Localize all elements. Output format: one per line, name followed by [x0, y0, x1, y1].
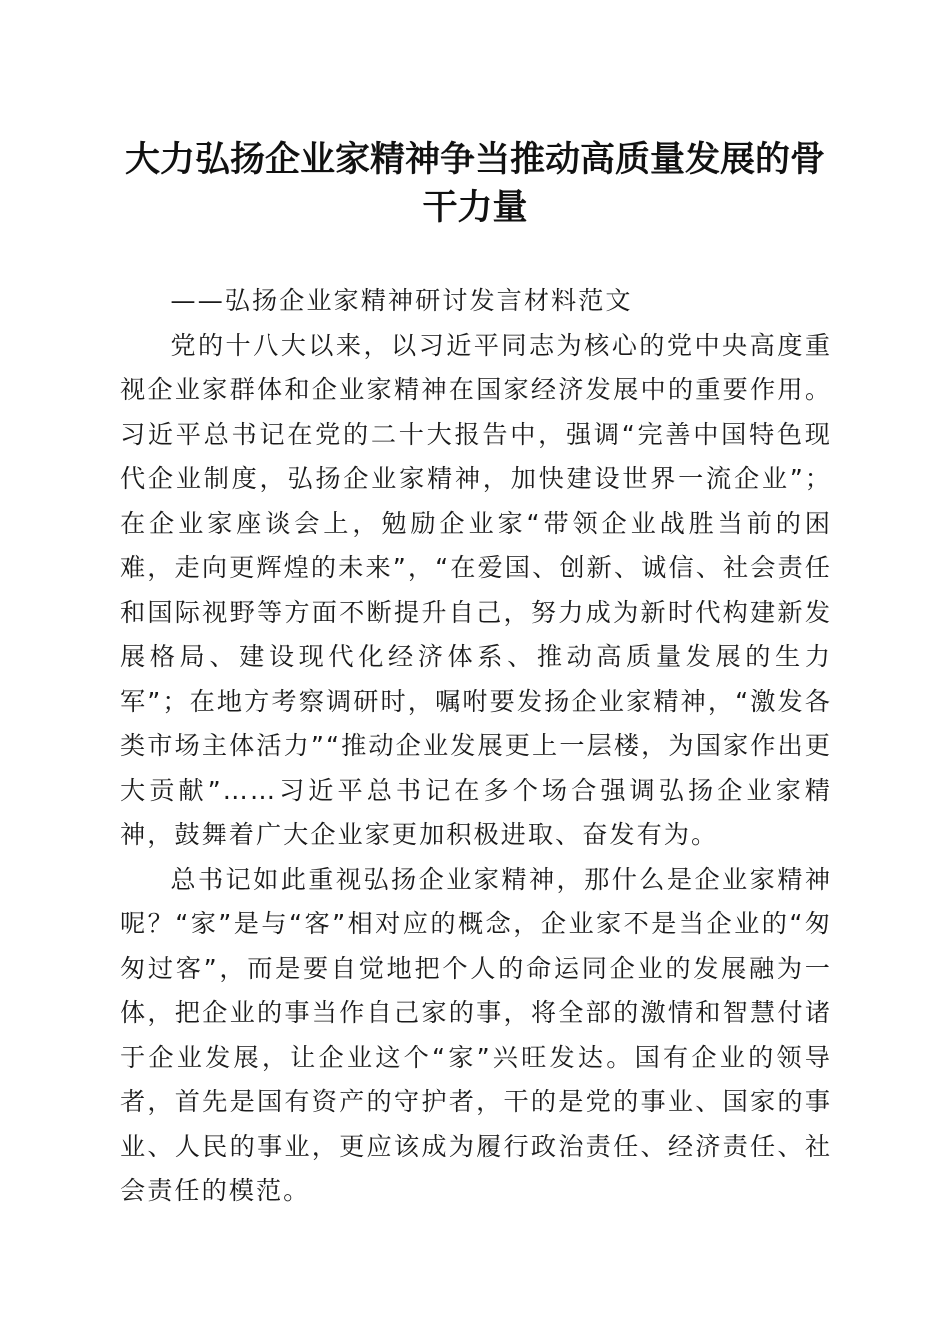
document-title: 大力弘扬企业家精神争当推动高质量发展的骨干力量	[124, 139, 825, 228]
document-body	[120, 279, 832, 1214]
paragraph-1: 党的十八大以来，以习近平同志为核心的党中央高度重视企业家群体和企业家精神在国家经济发展中的重要作用。习近平总书记在党的二十大报告中，强调“完善中国特色现代企业制度，弘扬企业家精神，加快建设世界一流企业”；在企业家座谈会上，勉励企业家“带领企业战胜当前的困难，走向更辉煌的未来”，“在爱国、创新、诚信、社会责任和国际视野等方面不断提升自己，努力成为新时代构建新发展格局、建设现代化经济体系、推动高质量发展的生力军”；在地方考察调研时，嘱咐要发扬企业家精神，“激发各类市场主体活力”“推动企业发展更上一层楼，为国家作出更大贡献”……习近平总书记在多个场合强调弘扬企业家精神，鼓舞着广大企业家更加积极进取、奋发有为。	[120, 330, 832, 849]
document-subtitle: ——弘扬企业家精神研讨发言材料范文	[170, 286, 633, 315]
paragraph-2: 总书记如此重视弘扬企业家精神，那什么是企业家精神呢？“家”是与“客”相对应的概念，企业家不是当企业的“匆匆过客”，而是要自觉地把个人的命运同企业的发展融为一体，把企业的事当作自己家的事，将全部的激情和智慧付诸于企业发展，让企业这个“家”兴旺发达。国有企业的领导者，首先是国有资产的守护者，干的是党的事业、国家的事业、人民的事业，更应该成为履行政治责任、经济责任、社会责任的模范。	[120, 864, 832, 1205]
